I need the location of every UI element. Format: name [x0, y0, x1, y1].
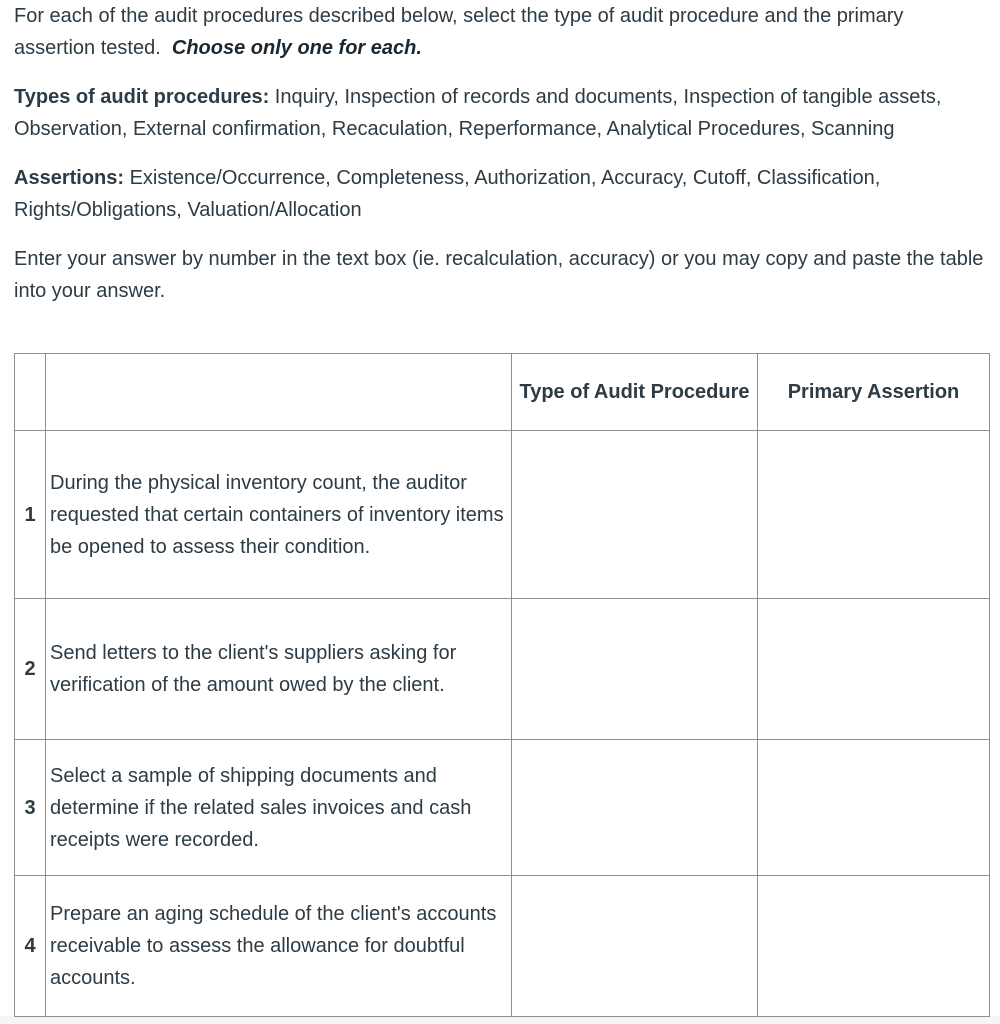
row-description: Prepare an aging schedule of the client's accounts receivable to assess the allowance for doubtful accounts. [46, 876, 512, 1017]
row-number: 1 [15, 431, 46, 599]
types-paragraph [14, 81, 989, 145]
header-number [15, 354, 46, 431]
table-header-row [15, 354, 990, 431]
table-row [15, 740, 990, 876]
row-number: 3 [15, 740, 46, 876]
assertion-answer-cell[interactable] [758, 740, 990, 876]
table-row [15, 599, 990, 740]
answer-note: Enter your answer by number in the text box (ie. recalculation, accuracy) or you may copy and paste the table into your answer. [14, 248, 984, 302]
intro-paragraph [14, 0, 989, 64]
type-answer-cell[interactable] [512, 740, 758, 876]
row-description: During the physical inventory count, the auditor requested that certain containers of inventory items be opened to assess their condition. [46, 431, 512, 599]
intro-text: For each of the audit procedures described below, select the type of audit procedure and the primary assertion tested. [14, 5, 904, 59]
audit-table [14, 353, 990, 1017]
assertion-answer-cell[interactable] [758, 431, 990, 599]
assertion-answer-cell[interactable] [758, 876, 990, 1017]
assertions-paragraph [14, 162, 989, 226]
types-list: Inquiry, Inspection of records and documents, Inspection of tangible assets, Observation, External confirmation, Recaculation, Reperformance, Analytical Procedures, Scanning [14, 86, 942, 140]
header-assertion: Primary Assertion [758, 354, 990, 431]
header-type: Type of Audit Procedure [512, 354, 758, 431]
row-number: 4 [15, 876, 46, 1017]
type-answer-cell[interactable] [512, 431, 758, 599]
table-row [15, 876, 990, 1017]
type-answer-cell[interactable] [512, 599, 758, 740]
table-row [15, 431, 990, 599]
assertions-label: Assertions: [14, 167, 125, 189]
row-description: Send letters to the client's suppliers asking for verification of the amount owed by the client. [46, 599, 512, 740]
type-answer-cell[interactable] [512, 876, 758, 1017]
types-label: Types of audit procedures: [14, 86, 270, 108]
assertion-answer-cell[interactable] [758, 599, 990, 740]
header-description [46, 354, 512, 431]
instructions [14, 0, 989, 307]
intro-emphasis: Choose only one for each. [171, 37, 422, 59]
assertions-list: Existence/Occurrence, Completeness, Authorization, Accuracy, Cutoff, Classification, Rights/Obligations, Valuation/Allocation [14, 167, 881, 221]
row-description: Select a sample of shipping documents and determine if the related sales invoices and cash receipts were recorded. [46, 740, 512, 876]
row-number: 2 [15, 599, 46, 740]
